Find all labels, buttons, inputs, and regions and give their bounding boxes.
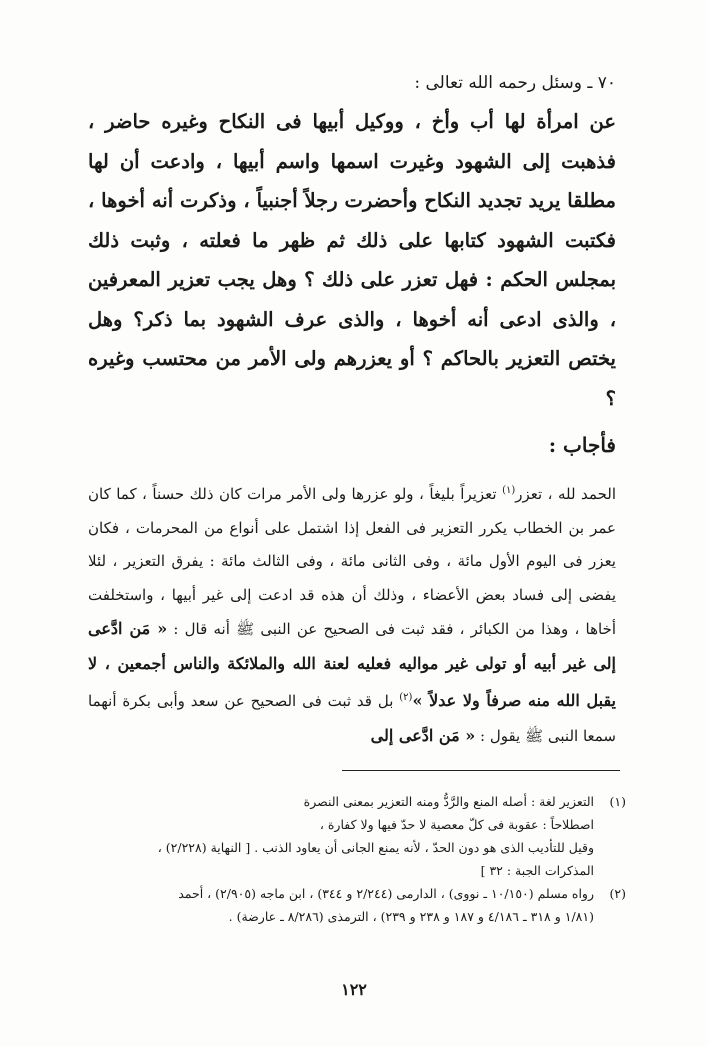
- answer-label: فأجاب :: [548, 433, 616, 457]
- answer-part-3: بل قد ثبت فى الصحيح عن سعد وأبى بكرة أنهما سمعا النبى ﷺ يقول :: [88, 692, 616, 745]
- footnote-line: التعزير لغة : أصله المنع والرَّدُّ ومنه التعزير بمعنى النصرة: [303, 794, 594, 809]
- footnote-body: [90, 790, 594, 882]
- footnote-number: (١): [609, 794, 626, 809]
- footnote-body: [90, 882, 594, 928]
- footnote-2: [90, 882, 626, 928]
- question-heading: ٧٠ ـ وسئل رحمه الله تعالى :: [414, 73, 616, 93]
- answer-part-2: تعزيراً بليغاً ، ولو عزرها ولى الأمر مرات كان ذلك حسناً ، كما كان عمر بن الخطاب يكرر التعزير فى الفعل إذا اشتمل على أنواع من المحرمات ، فكان يعزر فى اليوم الأول مائة ، وفى الثانى مائة ، وفى الثالث مائة : يفرق التعزير ، لئلا يفضى إلى فساد بعض الأعضاء ، وذلك أن هذه قد ادعت إلى غير أبيها ، واستخلفت أخاها ، وهذا من الكبائر ، فقد ثبت فى الصحيح عن النبى ﷺ أنه قال :: [88, 485, 616, 638]
- answer-text: [88, 474, 616, 753]
- footnote-line: (١/٨١ و ٣١٨ ـ ٤/١٨٦ و ١٨٧ و ٢٣٨ و ٢٣٩) ، الترمذى (٨/٢٨٦ ـ عارضة) .: [228, 909, 594, 924]
- footnote-ref-2[interactable]: (٢): [399, 692, 413, 703]
- footnote-line: رواه مسلم (١٠/١٥٠ ـ نووى) ، الدارمى (٢/٢٤٤ و ٣٤٤) ، ابن ماجه (٢/٩٠٥) ، أحمد: [178, 886, 594, 901]
- footnote-number: (٢): [609, 886, 626, 901]
- footnote-ref-1[interactable]: (١): [502, 485, 516, 496]
- answer-part-1: الحمد لله ، تعزر: [515, 485, 616, 503]
- footnotes: [90, 790, 626, 928]
- footnote-line: وقيل للتأديب الذى هو دون الحدّ ، لأنه يمنع الجانى أن يعاود الذنب . [ النهاية (٢/٢٢٨) ،: [157, 840, 594, 855]
- footnote-line: المذكرات الجبة : ٣٢ ]: [480, 863, 594, 878]
- hadith-quote-1: « مَن ادَّعى إلى غير أبيه أو تولى غير مواليه فعليه لعنة الله والملائكة والناس أجمعين ، لا يقبل الله منه صرفاً ولا عدلاً »: [88, 619, 617, 710]
- question-text: عن امرأة لها أب وأخ ، ووكيل أبيها فى النكاح وغيره حاضر ، فذهبت إلى الشهود وغيرت اسمها واسم أبيها ، وادعت أن لها مطلقا يريد تجديد النكاح وأحضرت رجلاً أجنبياً ، وذكرت أنه أخوها ، فكتبت الشهود كتابها على ذلك ثم ظهر ما فعلته ، وثبت ذلك بمجلس الحكم : فهل تعزر على ذلك ؟ وهل يجب تعزير المعرفين ، والذى ادعى أنه أخوها ، والذى عرف الشهود بما ذكر؟ وهل يختص التعزير بالحاكم ؟ أو يعزرهم ولى الأمر من محتسب وغيره ؟: [88, 110, 616, 410]
- footnote-1: [90, 790, 626, 882]
- page-body: [88, 70, 616, 753]
- page-number: ١٢٢: [341, 980, 367, 999]
- footnote-separator: [342, 770, 620, 771]
- hadith-quote-2: « مَن ادَّعى إلى: [370, 725, 476, 745]
- footnote-line: اصطلاحاً : عقوبة فى كلّ معصية لا حدّ فيها ولا كفارة ،: [319, 817, 594, 832]
